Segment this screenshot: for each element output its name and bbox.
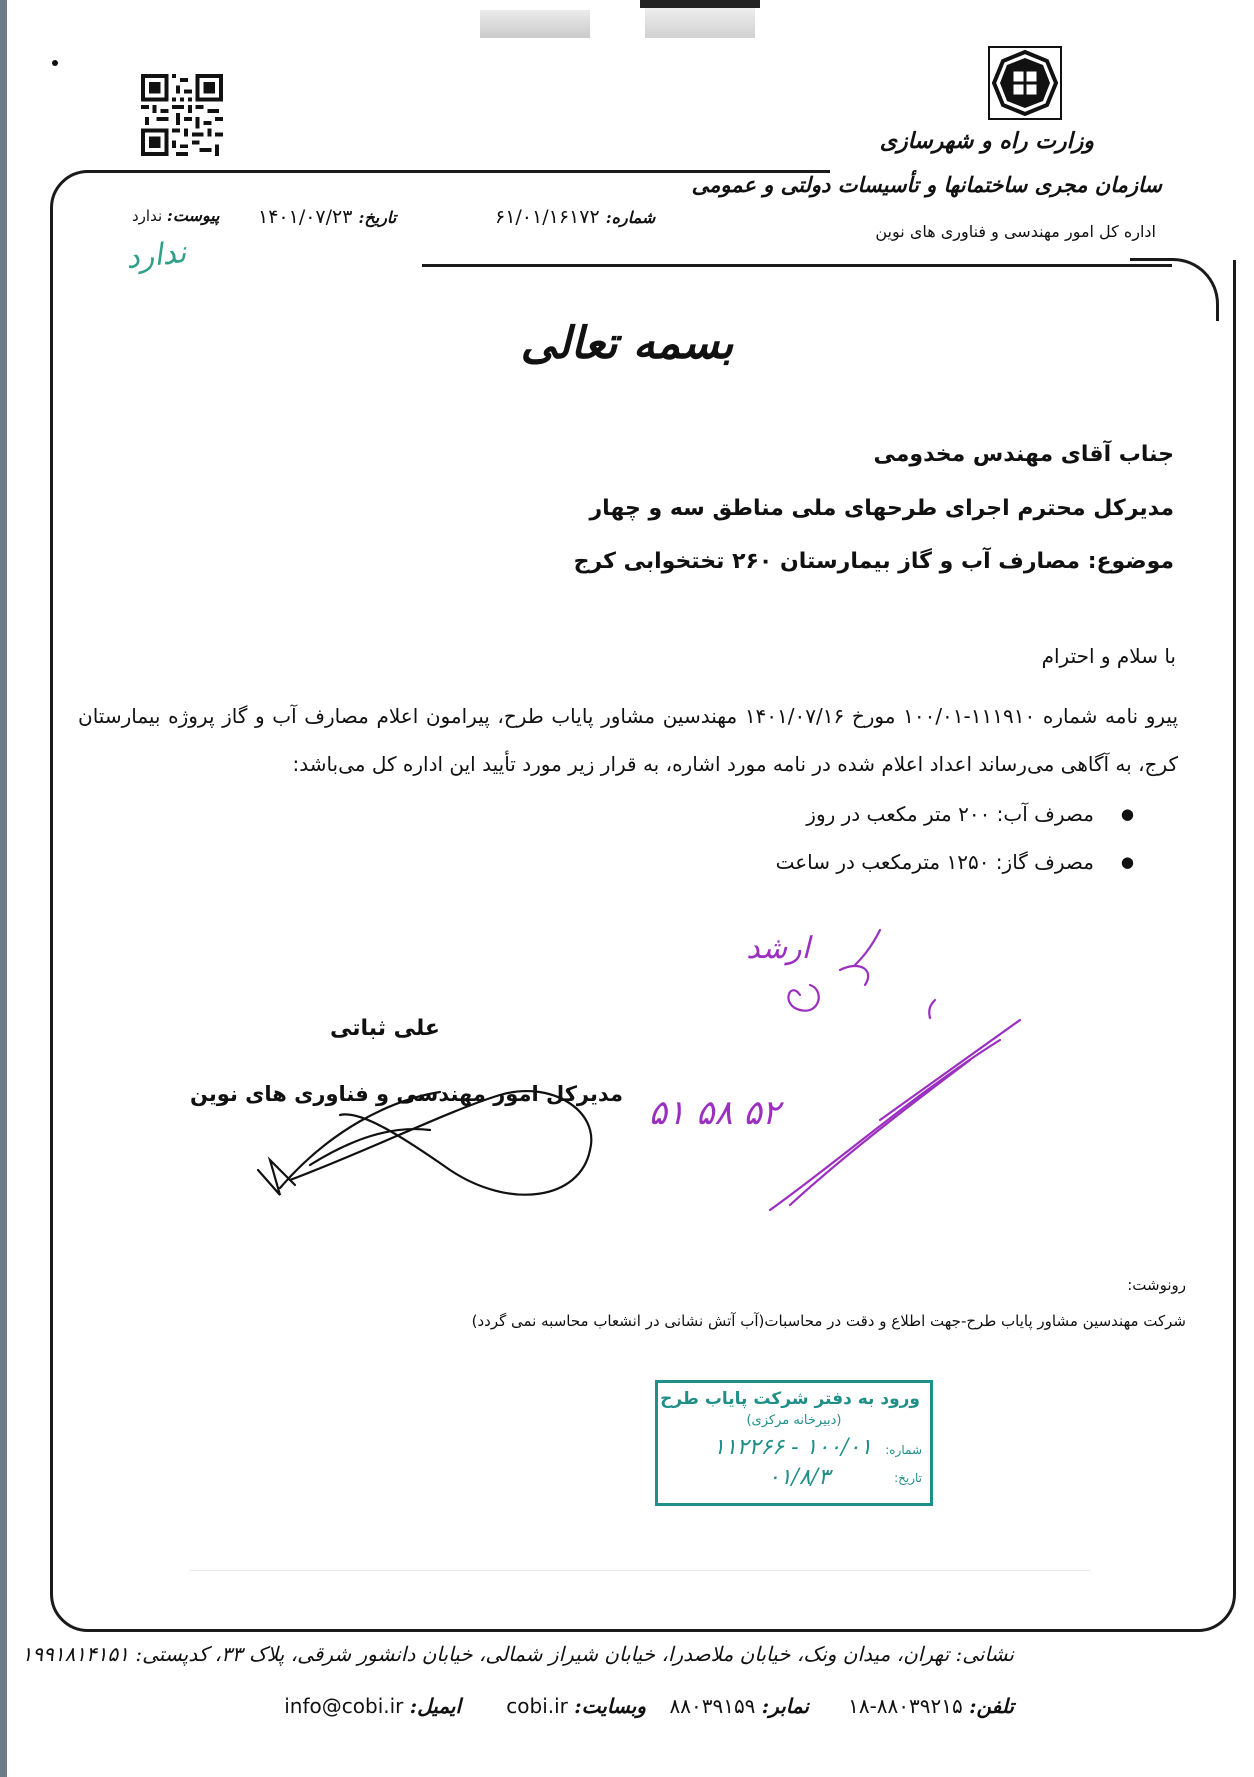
signer-title: مدیرکل امور مهندسی و فناوری های نوین	[190, 1082, 624, 1106]
meta-rule	[422, 264, 1172, 267]
greeting: با سلام و احترام	[1041, 644, 1176, 668]
handwritten-numbers: ۵۲ ۵۸ ۵۱	[648, 1093, 780, 1133]
phone-label: تلفن:	[969, 1694, 1014, 1718]
letter-number-label: شماره:	[605, 208, 656, 227]
letter-frame	[50, 170, 1236, 1632]
scan-smudge	[480, 10, 590, 38]
stamp-date-label: تاریخ:	[894, 1471, 922, 1485]
scan-smudge	[640, 0, 760, 8]
phone-value: ۸۸۰۳۹۲۱۵-۱۸	[848, 1694, 963, 1718]
letter-date-label: تاریخ:	[358, 208, 397, 227]
body-paragraph: پیرو نامه شماره ۱۱۱۹۱۰-۱۰۰/۰۱ مورخ ۱۴۰۱/۰۷/۱۶ مهندسین مشاور پایاب طرح، پیرامون اعلام مصارف آب و گاز پروژه بیمارستان کرج، به آگاهی می‌رساند اعداد اعلام شده در نامه مورد اشاره، به قرار زیر مورد تأیید این اداره کل می‌باشد:	[78, 704, 1179, 776]
letter-date-value: ۱۴۰۱/۰۷/۲۳	[258, 206, 353, 228]
qr-code-icon	[141, 74, 223, 156]
ministry-emblem-icon	[988, 46, 1062, 120]
handwritten-word: ارشد	[746, 931, 810, 966]
signature-icon	[250, 1070, 610, 1230]
stamp-number-label: شماره:	[885, 1443, 922, 1457]
letter-attachment	[132, 206, 220, 225]
cc-label: رونوشت:	[1127, 1276, 1186, 1294]
website-value[interactable]: cobi.ir	[506, 1694, 568, 1718]
basmala-heading: بسمه تعالی	[520, 318, 734, 369]
email-value[interactable]: info@cobi.ir	[284, 1694, 404, 1718]
cc-recipient: شرکت مهندسین مشاور پایاب طرح-جهت اطلاع و دقت در محاسبات(آب آتش نشانی در انشعاب محاسبه نمی گردد)	[471, 1312, 1186, 1330]
stamp-subtitle: (دبیرخانه مرکزی)	[746, 1413, 842, 1428]
website-label: وبسایت:	[574, 1694, 646, 1718]
signer-name: علی ثباتی	[330, 1016, 440, 1041]
receipt-stamp	[655, 1380, 933, 1506]
department-name: اداره کل امور مهندسی و فناوری های نوین	[875, 222, 1156, 241]
footer-phone	[848, 1694, 1014, 1718]
stamp-date-value: ۰۱/۸/۳	[767, 1465, 830, 1490]
divider	[190, 1570, 1090, 1571]
handwritten-annotation	[648, 910, 1060, 1210]
ministry-name: وزارت راه و شهرسازی	[879, 128, 1094, 154]
fax-value: ۸۸۰۳۹۱۵۹	[669, 1694, 756, 1718]
footer-website	[506, 1694, 646, 1718]
addressee-name: جناب آقای مهندس مخدومی	[873, 442, 1174, 467]
stamp-title: ورود به دفتر شرکت پایاب طرح	[660, 1389, 920, 1409]
email-label: ایمیل:	[409, 1694, 461, 1718]
letter-number	[495, 206, 655, 228]
addressee-title: مدیرکل محترم اجرای طرحهای ملی مناطق سه و چهار	[589, 496, 1174, 521]
scan-dot	[52, 60, 58, 66]
scan-smudge	[645, 8, 755, 38]
attachment-label: پیوست:	[166, 206, 220, 225]
stamp-number-value: ۱۰۰/۰۱ - ۱۱۲۲۶۶	[713, 1435, 872, 1460]
list-item: ● مصرف آب: ۲۰۰ متر مکعب در روز	[776, 790, 1134, 838]
consumption-list	[776, 790, 1134, 886]
fax-label: نمابر:	[761, 1694, 809, 1718]
attachment-value: ندارد	[132, 207, 163, 225]
list-item: ● مصرف گاز: ۱۲۵۰ مترمکعب در ساعت	[776, 838, 1134, 886]
organization-name: سازمان مجری ساختمانها و تأسیسات دولتی و عمومی	[691, 172, 1162, 197]
footer-fax	[669, 1694, 809, 1718]
letter-subject: موضوع: مصارف آب و گاز بیمارستان ۲۶۰ تختخوابی کرج	[573, 549, 1174, 574]
letter-number-value: ۶۱/۰۱/۱۶۱۷۲	[495, 206, 600, 228]
footer-email	[284, 1694, 461, 1718]
footer-address: نشانی: تهران، میدان ونک، خیابان ملاصدرا، خیابان شیراز شمالی، خیابان دانشور شرقی، پلاک ۳۳، کدپستی: ۱۹۹۱۸۱۴۱۵۱	[21, 1642, 1014, 1666]
frame-gap	[830, 150, 1250, 260]
handwritten-note: ندارد	[124, 234, 188, 277]
letter-date	[258, 206, 396, 228]
scan-edge	[0, 0, 7, 1777]
